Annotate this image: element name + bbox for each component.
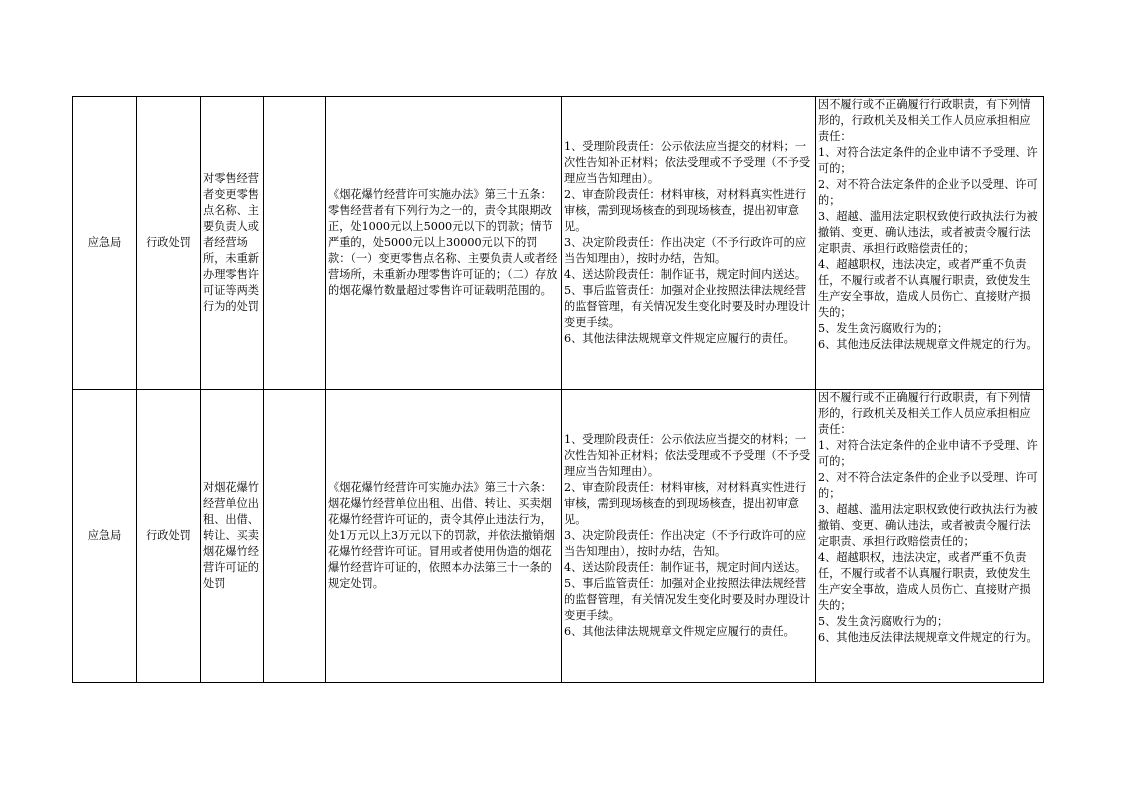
category-text: 行政处罚 (146, 529, 191, 542)
basis-text: 《烟花爆竹经营许可实施办法》第三十六条：烟花爆竹经营单位出租、出借、转让、买卖烟花爆竹经营许可证的，责令其停止违法行为，处1万元以上3万元以下的罚款，并依法撤销烟花爆竹经营许可证。冒用或者使用伪造的烟花爆竹经营许可证的，依照本办法第三十一条的规定处罚。 (328, 481, 555, 590)
dept-cell (73, 97, 137, 390)
sub-item-cell (264, 97, 326, 390)
accountability-text: 因不履行或不正确履行行政职责，有下列情形的，行政机关及相关工作人员应承担相应责任： 1、对符合法定条件的企业申请不予受理、许可的； 2、对不符合法定条件的企业予以受理、许可的； 3、超越、滥用法定职权致使行政执法行为被撤销、变更、确认违法，或者被责令履行法定职责、承担行政赔偿责任的； 4、超越职权，违法决定，或者严重不负责任，不履行或者不认真履行职责，致使发生生产安全事故，造成人员伤亡、直接财产损失的； 5、发生贪污腐败行为的； 6、其他违反法律法规规章文件规定的行为。 (818, 98, 1038, 351)
accountability-cell (816, 390, 1044, 683)
basis-text: 《烟花爆竹经营许可实施办法》第三十五条：零售经营者有下列行为之一的，责令其限期改正，处1000元以上5000元以下的罚款；情节严重的，处5000元以上30000元以下的罚款：（一）变更零售点名称、主要负责人或者经营场所，未重新办理零售许可证的；（二）存放的烟花爆竹数量超过零售许可证载明范围的。 (328, 188, 558, 297)
basis-cell (326, 97, 562, 390)
table-row (73, 97, 1044, 390)
duties-text: 1、受理阶段责任：公示依法应当提交的材料；一次性告知补正材料；依法受理或不予受理（不予受理应当告知理由）。 2、审查阶段责任：材料审核，对材料真实性进行审核，需到现场核查的到现场核查，提出初审意见。 3、决定阶段责任：作出决定（不予行政许可的应当告知理由），按时办结，告知。 4、送达阶段责任：制作证书，规定时间内送达。 5、事后监管责任：加强对企业按照法律法规经营的监督管理，有关情况发生变化时要及时办理设计变更手续。 6、其他法律法规规章文件规定应履行的责任。 (564, 140, 811, 345)
category-cell (137, 97, 201, 390)
dept-cell (73, 390, 137, 683)
dept-text: 应急局 (87, 236, 122, 249)
category-cell (137, 390, 201, 683)
duties-text: 1、受理阶段责任：公示依法应当提交的材料；一次性告知补正材料；依法受理或不予受理（不予受理应当告知理由）。 2、审查阶段责任：材料审核，对材料真实性进行审核，需到现场核查的到现场核查，提出初审意见。 3、决定阶段责任：作出决定（不予行政许可的应当告知理由），按时办结，告知。 4、送达阶段责任：制作证书，规定时间内送达。 5、事后监管责任：加强对企业按照法律法规经营的监督管理，有关情况发生变化时要及时办理设计变更手续。 6、其他法律法规规章文件规定应履行的责任。 (564, 433, 811, 638)
accountability-cell (816, 97, 1044, 390)
duties-cell (562, 390, 816, 683)
category-text: 行政处罚 (146, 236, 191, 249)
duties-cell (562, 97, 816, 390)
item-cell (201, 97, 264, 390)
dept-text: 应急局 (87, 529, 122, 542)
duty-table (72, 96, 1044, 683)
item-cell (201, 390, 264, 683)
item-text: 对烟花爆竹经营单位出租、出借、转让、买卖烟花爆竹经营许可证的处罚 (203, 481, 259, 590)
table-row (73, 390, 1044, 683)
sub-item-cell (264, 390, 326, 683)
basis-cell (326, 390, 562, 683)
accountability-text: 因不履行或不正确履行行政职责，有下列情形的，行政机关及相关工作人员应承担相应责任： 1、对符合法定条件的企业申请不予受理、许可的； 2、对不符合法定条件的企业予以受理、许可的； 3、超越、滥用法定职权致使行政执法行为被撤销、变更、确认违法，或者被责令履行法定职责、承担行政赔偿责任的； 4、超越职权，违法决定，或者严重不负责任，不履行或者不认真履行职责，致使发生生产安全事故，造成人员伤亡、直接财产损失的； 5、发生贪污腐败行为的； 6、其他违反法律法规规章文件规定的行为。 (818, 391, 1038, 644)
item-text: 对零售经营者变更零售点名称、主要负责人或者经营场所，未重新办理零售许可证等两类行为的处罚 (203, 172, 259, 313)
